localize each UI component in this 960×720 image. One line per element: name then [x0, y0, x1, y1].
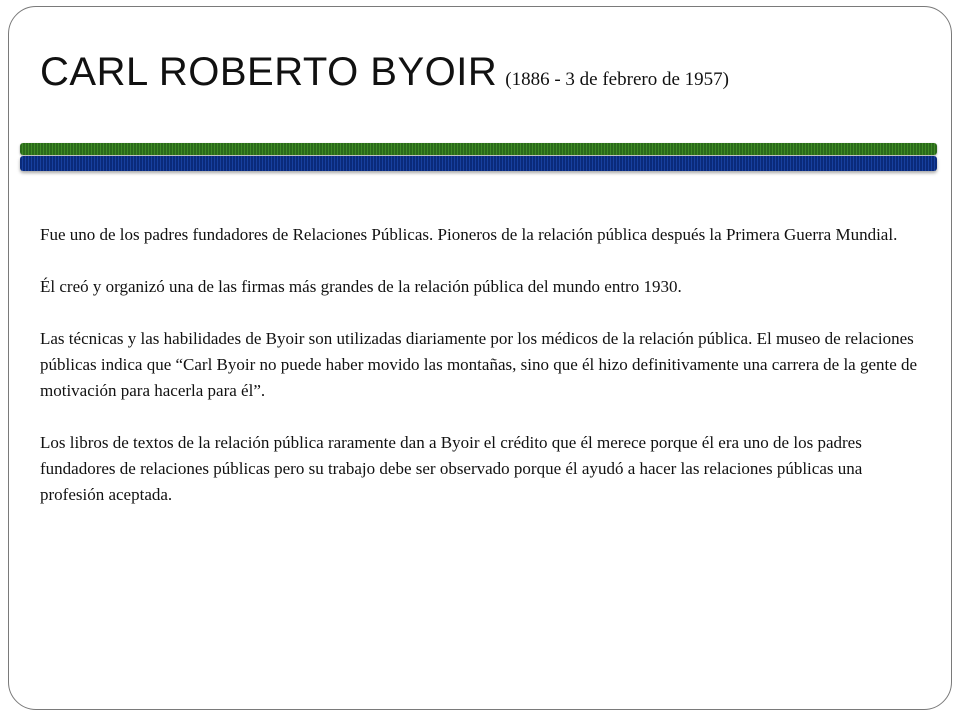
- slide-subtitle: (1886 - 3 de febrero de 1957): [505, 69, 729, 90]
- slide-title: CARL ROBERTO BYOIR: [40, 50, 498, 94]
- divider-blue-bar: [20, 156, 937, 171]
- paragraph-textbooks: Los libros de textos de la relación pública raramente dan a Byoir el crédito que él merece porque él era uno de los padres fundadores de relaciones públicas pero su trabajo debe ser observado porque él ayudó a hacer las relaciones públicas una profesión aceptada.: [40, 433, 863, 504]
- paragraph-firm: Él creó y organizó una de las firmas más grandes de la relación pública del mundo entro 1930.: [40, 277, 682, 296]
- title-row: [40, 50, 729, 95]
- paragraph-techniques: Las técnicas y las habilidades de Byoir son utilizadas diariamente por los médicos de la relación pública. El museo de relaciones públicas indica que “Carl Byoir no puede haber movido las montañas, sino que él hizo definitivamente una carrera de la gente de motivación para hacerla para él”.: [40, 329, 918, 400]
- paragraph-intro: Fue uno de los padres fundadores de Relaciones Públicas. Pioneros de la relación pública después la Primera Guerra Mundial.: [40, 225, 898, 244]
- divider-green-bar: [20, 143, 937, 155]
- body-text: [40, 222, 920, 534]
